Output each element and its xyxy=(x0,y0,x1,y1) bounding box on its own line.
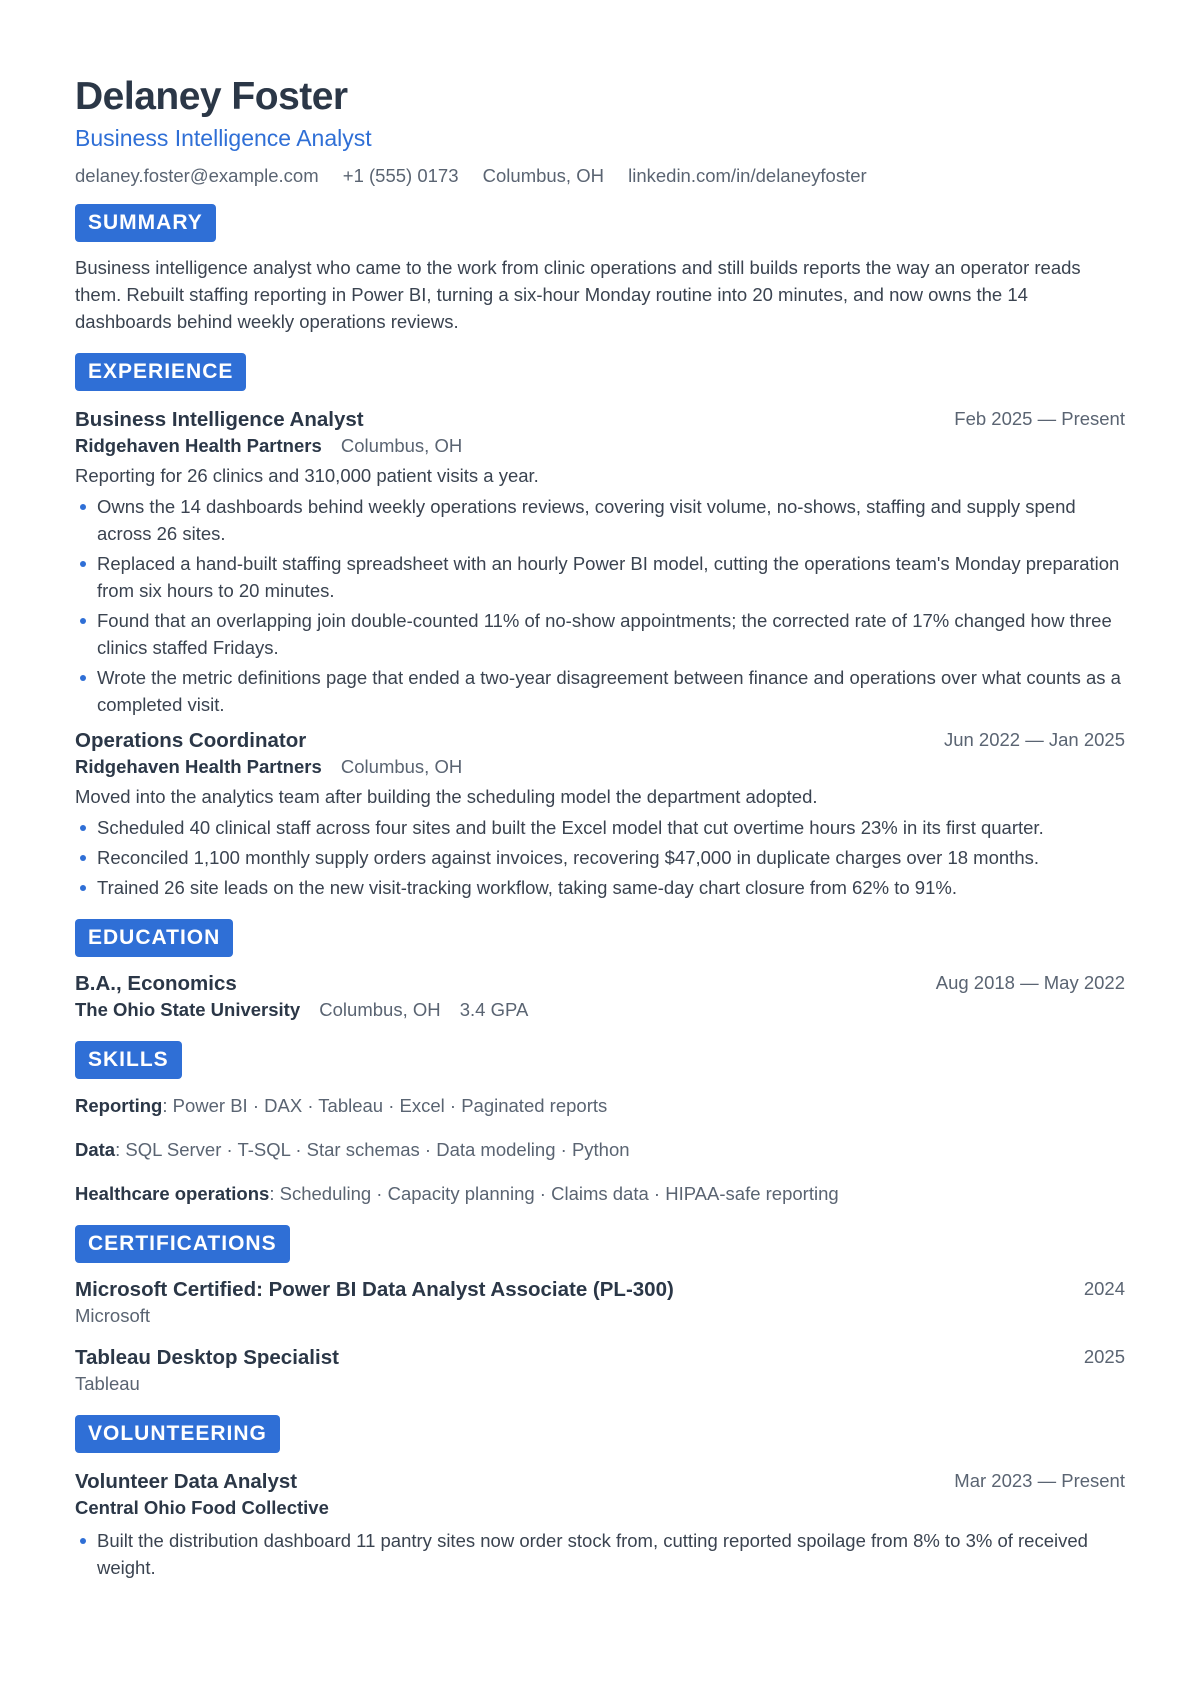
volunteering-section xyxy=(75,1415,1125,1581)
school-location: Columbus, OH xyxy=(319,999,441,1020)
gpa: 3.4 GPA xyxy=(459,999,529,1020)
job-dates: Jun 2022 — Jan 2025 xyxy=(943,729,1125,750)
job-dates: Feb 2025 — Present xyxy=(954,408,1125,429)
list-item xyxy=(75,550,1125,604)
job-location: Columbus, OH xyxy=(340,435,463,456)
bullet-text: Reconciled 1,100 monthly supply orders against invoices, recovering $47,000 in duplicate charges over 18 months. xyxy=(97,847,1039,868)
bullet-text: Owns the 14 dashboards behind weekly operations reviews, covering visit volume, no-shows, staffing and supply spend across 26 sites. xyxy=(97,496,1076,544)
job-org-line xyxy=(75,433,1125,459)
job-role: Business Intelligence Analyst xyxy=(75,408,364,431)
section-title-volunteering: VOLUNTEERING xyxy=(75,1415,280,1453)
skill-category: Reporting xyxy=(75,1095,163,1116)
bullet-text: Built the distribution dashboard 11 pantry sites now order stock from, cutting reported spoilage from 8% to 3% of received weight. xyxy=(97,1530,1088,1578)
contact-phone[interactable]: +1 (555) 0173 xyxy=(342,165,459,186)
summary-section xyxy=(75,204,1125,335)
volunteer-dates: Mar 2023 — Present xyxy=(954,1470,1125,1491)
skill-group: Data: SQL Server · T-SQL · Star schemas · Data modeling · Python xyxy=(75,1139,630,1160)
certification-entry xyxy=(75,1277,1125,1329)
list-item xyxy=(75,814,1125,841)
skill-items: Power BI · DAX · Tableau · Excel · Paginated reports xyxy=(172,1095,608,1116)
certifications-section xyxy=(75,1225,1125,1397)
certification-year: 2025 xyxy=(1083,1346,1125,1367)
experience-entry xyxy=(75,407,1125,718)
bullet-text: Scheduled 40 clinical staff across four sites and built the Excel model that cut overtime hours 23% in its first quarter. xyxy=(97,817,1044,838)
section-title-education: EDUCATION xyxy=(75,919,233,957)
bullet-dot-icon xyxy=(80,504,86,510)
education-entry xyxy=(75,971,1125,1023)
bullet-text: Trained 26 site leads on the new visit-tracking workflow, taking same-day chart closure from 62% to 91%. xyxy=(97,877,957,898)
section-title-skills: SKILLS xyxy=(75,1041,182,1079)
list-item xyxy=(75,1527,1125,1581)
bullet-text: Wrote the metric definitions page that ended a two-year disagreement between finance and operations over what counts as a completed visit. xyxy=(97,667,1121,715)
list-item xyxy=(75,844,1125,871)
volunteer-bullets xyxy=(75,1527,1125,1581)
bullet-dot-icon xyxy=(80,618,86,624)
certification-issuer: Microsoft xyxy=(75,1305,151,1326)
skill-items: SQL Server · T-SQL · Star schemas · Data modeling · Python xyxy=(125,1139,630,1160)
certification-name: Microsoft Certified: Power BI Data Analyst Associate (PL-300) xyxy=(75,1278,674,1301)
resume-header xyxy=(75,74,1125,188)
job-role: Operations Coordinator xyxy=(75,729,307,752)
bullet-text: Replaced a hand-built staffing spreadsheet with an hourly Power BI model, cutting the operations team's Monday preparation from six hours to 20 minutes. xyxy=(97,553,1120,601)
certification-year: 2024 xyxy=(1083,1278,1125,1299)
job-org: Ridgehaven Health Partners xyxy=(75,756,322,777)
bullet-dot-icon xyxy=(80,855,86,861)
candidate-headline: Business Intelligence Analyst xyxy=(75,125,372,151)
skill-group: Reporting: Power BI · DAX · Tableau · Excel · Paginated reports xyxy=(75,1095,608,1116)
list-item xyxy=(75,874,1125,901)
education-section xyxy=(75,919,1125,1023)
school-line xyxy=(75,997,1125,1023)
bullet-text: Found that an overlapping join double-counted 11% of no-show appointments; the corrected rate of 17% changed how three clinics staffed Fridays. xyxy=(97,610,1112,658)
experience-section xyxy=(75,353,1125,901)
skills-section xyxy=(75,1041,1125,1207)
list-item xyxy=(75,493,1125,547)
skill-group: Healthcare operations: Scheduling · Capacity planning · Claims data · HIPAA-safe reporting xyxy=(75,1183,839,1204)
section-title-certifications: CERTIFICATIONS xyxy=(75,1225,290,1263)
degree: B.A., Economics xyxy=(75,972,237,995)
job-org-line xyxy=(75,754,1125,780)
volunteering-entry xyxy=(75,1469,1125,1581)
bullet-dot-icon xyxy=(80,825,86,831)
bullet-dot-icon xyxy=(80,675,86,681)
volunteer-role: Volunteer Data Analyst xyxy=(75,1470,298,1493)
job-note: Reporting for 26 clinics and 310,000 patient visits a year. xyxy=(75,465,539,486)
certification-entry xyxy=(75,1345,1125,1397)
skill-category: Healthcare operations xyxy=(75,1183,270,1204)
education-dates: Aug 2018 — May 2022 xyxy=(935,972,1125,993)
candidate-name: Delaney Foster xyxy=(75,75,348,118)
list-item xyxy=(75,607,1125,661)
bullet-dot-icon xyxy=(80,885,86,891)
section-title-experience: EXPERIENCE xyxy=(75,353,246,391)
certification-name: Tableau Desktop Specialist xyxy=(75,1346,339,1369)
volunteer-org-line xyxy=(75,1495,1125,1521)
job-org: Ridgehaven Health Partners xyxy=(75,435,322,456)
skill-category: Data xyxy=(75,1139,116,1160)
bullet-dot-icon xyxy=(80,1538,86,1544)
contact-location: Columbus, OH xyxy=(482,165,604,186)
experience-entry xyxy=(75,728,1125,901)
volunteer-org: Central Ohio Food Collective xyxy=(75,1497,329,1518)
job-bullets xyxy=(75,493,1125,718)
skill-items: Scheduling · Capacity planning · Claims data · HIPAA-safe reporting xyxy=(279,1183,839,1204)
section-title-summary: SUMMARY xyxy=(75,204,216,242)
list-item xyxy=(75,664,1125,718)
certification-issuer: Tableau xyxy=(75,1373,140,1394)
job-note: Moved into the analytics team after building the scheduling model the department adopted. xyxy=(75,786,818,807)
job-location: Columbus, OH xyxy=(340,756,463,777)
contact-line xyxy=(75,164,1125,188)
job-bullets xyxy=(75,814,1125,901)
summary-text: Business intelligence analyst who came to the work from clinic operations and still builds reports the way an operator reads them. Rebuilt staffing reporting in Power BI, turning a six-hour Monday routine into 20 minutes, and now owns the 14 dashboards behind weekly operations reviews. xyxy=(75,257,1081,332)
school-name: The Ohio State University xyxy=(75,999,301,1020)
contact-email[interactable]: delaney.foster@example.com xyxy=(75,165,319,186)
contact-linkedin[interactable]: linkedin.com/in/delaneyfoster xyxy=(628,165,867,186)
bullet-dot-icon xyxy=(80,561,86,567)
